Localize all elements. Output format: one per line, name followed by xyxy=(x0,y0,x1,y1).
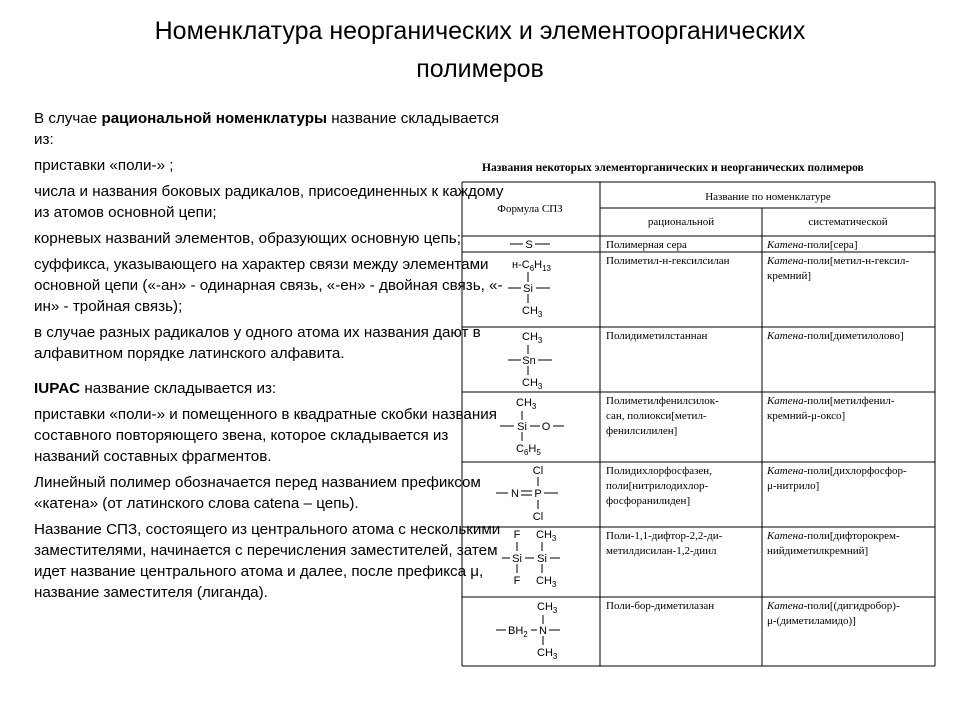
subscript: 3 xyxy=(537,310,543,319)
atom-label: Si xyxy=(517,421,527,433)
list-item: приставки «поли-» ; xyxy=(34,157,174,174)
subscript: 3 xyxy=(531,402,537,411)
rational-intro xyxy=(34,108,504,150)
list-item: приставки «поли-» и помещенного в квадратные скобки названия составного повторяющего звена, которое складывается из названий составных фрагментов. xyxy=(34,406,497,465)
atom-label: Si xyxy=(512,553,522,565)
rational-cell: фенилсилилен] xyxy=(606,425,678,437)
rational-cell: Поли-1,1-дифтор-2,2-ди- xyxy=(606,530,723,542)
sub-text: CH xyxy=(522,331,538,343)
formula-stannane xyxy=(508,331,552,391)
subscript: 2 xyxy=(523,630,528,639)
systematic-cell: μ-нитрило] xyxy=(767,480,820,492)
atom-label: Cl xyxy=(532,465,544,477)
systematic-cell xyxy=(766,255,909,267)
katena-prefix: Катена xyxy=(767,239,804,251)
subscript: 5 xyxy=(536,448,541,457)
formula-borazane xyxy=(496,601,560,661)
atom-label: F xyxy=(513,529,521,541)
substituent-top xyxy=(536,529,557,543)
sub-text: CH xyxy=(522,377,538,389)
systematic-cell xyxy=(766,239,857,251)
systematic-cell xyxy=(766,465,907,477)
iupac-post: название складывается из: xyxy=(80,380,277,397)
list-item: Название СПЗ, состоящего из центрального атома с несколькими заместителями, начинается с перечисления заместителей, затем идет название центрального атома и далее, после префикса μ, название заместителя (лиганда). xyxy=(34,521,501,601)
table-svg xyxy=(460,160,945,680)
subscript: 3 xyxy=(537,382,543,391)
formula-siloxane xyxy=(500,397,564,457)
atom-label: F xyxy=(513,575,521,587)
substituent-bottom xyxy=(522,377,543,391)
rational-cell: Полимерная сера xyxy=(606,239,687,251)
atom-label: P xyxy=(534,488,542,500)
subscript: 3 xyxy=(552,606,558,615)
systematic-text: -поли[сера] xyxy=(803,239,858,251)
list-item: в случае разных радикалов у одного атома их названия дают в алфавитном порядке латинского алфавита. xyxy=(34,324,481,362)
list-item: числа и названия боковых радикалов, присоединенных к каждому из атомов основной цепи; xyxy=(34,183,504,221)
systematic-cell: кремний-μ-оксо] xyxy=(767,410,846,422)
substituent-top xyxy=(512,259,552,273)
sub-text: H xyxy=(534,259,543,271)
rational-cell: сан, полиокси[метил- xyxy=(606,410,707,422)
substituent-top xyxy=(537,601,558,615)
subscript: 6 xyxy=(523,448,529,457)
sub-text: н-C xyxy=(512,259,530,271)
katena-prefix: Катена xyxy=(767,330,804,342)
systematic-cell: μ-(диметиламидо)] xyxy=(767,615,856,627)
text-body xyxy=(34,108,504,608)
title-line-2: полимеров xyxy=(416,55,544,83)
sub-text: H xyxy=(528,443,537,455)
rational-cell: поли[нитрилодихлор- xyxy=(606,480,709,492)
atom-label: N xyxy=(511,488,519,500)
substituent-bottom xyxy=(516,443,541,457)
table-caption: Названия некоторых элементорганических и неорганических полимеров xyxy=(482,162,864,174)
formula-silane xyxy=(508,259,552,319)
rational-cell: фосфоранилиден] xyxy=(606,495,691,507)
systematic-cell: кремний] xyxy=(767,270,812,282)
header-rational: рациональной xyxy=(647,216,715,228)
rational-cell: Полидихлорфосфазен, xyxy=(606,465,712,477)
sub-text: BH xyxy=(508,625,524,637)
header-formula: Формула СПЗ xyxy=(497,203,563,215)
rational-names xyxy=(606,239,730,612)
intro-pre: В случае xyxy=(34,110,102,127)
sub-text: CH xyxy=(537,601,553,613)
katena-prefix: Катена xyxy=(767,395,804,407)
rational-cell: метилдисилан-1,2-диил xyxy=(606,545,717,557)
atom-label: Si xyxy=(523,283,533,295)
systematic-text: -поли[метил-н-гексил- xyxy=(803,255,910,267)
atom-label: Cl xyxy=(532,511,544,523)
polymer-table xyxy=(460,160,945,680)
substituent-bottom xyxy=(522,305,543,319)
subscript: 6 xyxy=(529,264,535,273)
header-name: Название по номенклатуре xyxy=(705,191,831,203)
list-item: Линейный полимер обозначается перед названием префиксом «катена» (от латинского слова catena – цепь). xyxy=(34,474,481,512)
list-item: корневых названий элементов, образующих основную цепь; xyxy=(34,230,461,247)
subscript: 13 xyxy=(542,264,551,273)
systematic-text: -поли[метилфенил- xyxy=(803,395,895,407)
formulas xyxy=(496,239,564,661)
subscript: 3 xyxy=(551,580,557,589)
subscript: 3 xyxy=(537,336,543,345)
formula-disilane xyxy=(502,529,560,589)
substituent-top xyxy=(516,397,537,411)
sub-text: CH xyxy=(536,575,552,587)
list-item: суффикса, указывающего на характер связи между элементами основной цепи («-ан» - одинарная связь, «-ен» - двойная связь, «-ин» - тройная связь); xyxy=(34,256,503,315)
systematic-cell xyxy=(766,600,900,612)
systematic-cell xyxy=(766,530,900,542)
slide-title xyxy=(40,12,920,88)
formula-phosphazene xyxy=(496,465,558,523)
sub-text: CH xyxy=(516,397,532,409)
substituent-bottom xyxy=(537,647,558,661)
intro-post: название складывается из: xyxy=(34,110,500,148)
rational-cell: Полиметил-н-гексилсилан xyxy=(606,255,730,267)
systematic-cell xyxy=(766,330,904,342)
iupac-intro xyxy=(34,378,504,399)
systematic-text: -поли[диметилолово] xyxy=(803,330,904,342)
rational-cell: Полидиметилстаннан xyxy=(606,330,708,342)
katena-prefix: Катена xyxy=(767,530,804,542)
atom-label: O xyxy=(541,421,551,433)
title-line-1: Номенклатура неорганических и элементоорганических xyxy=(154,17,806,45)
subscript: 3 xyxy=(552,652,558,661)
intro-bold: рациональной номенклатуры xyxy=(101,110,328,127)
sub-text: CH xyxy=(536,529,552,541)
rational-cell: Полиметилфенилсилок- xyxy=(606,395,719,407)
katena-prefix: Катена xyxy=(767,465,804,477)
rational-cell: Поли-бор-диметилазан xyxy=(606,600,715,612)
systematic-cell: нийдиметилкремний] xyxy=(767,545,869,557)
subscript: 3 xyxy=(551,534,557,543)
systematic-names xyxy=(766,239,909,627)
header-systematic: систематической xyxy=(808,216,888,228)
atom-label: Sn xyxy=(522,355,536,367)
substituent-bottom xyxy=(536,575,557,589)
sub-text: C xyxy=(516,443,524,455)
systematic-text: -поли[(дигидробор)- xyxy=(803,600,900,612)
systematic-text: -поли[дифторокрем- xyxy=(803,530,900,542)
systematic-text: -поли[дихлорфосфор- xyxy=(803,465,907,477)
katena-prefix: Катена xyxy=(767,600,804,612)
systematic-cell xyxy=(766,395,895,407)
substituent-left xyxy=(508,625,528,639)
atom-label: Si xyxy=(537,553,547,565)
iupac-bold: IUPAC xyxy=(34,380,81,397)
atom-label: S xyxy=(525,239,533,251)
katena-prefix: Катена xyxy=(767,255,804,267)
substituent-top xyxy=(522,331,543,345)
sub-text: CH xyxy=(522,305,538,317)
sub-text: CH xyxy=(537,647,553,659)
atom-label: N xyxy=(539,625,547,637)
formula-sulfur xyxy=(510,239,550,251)
